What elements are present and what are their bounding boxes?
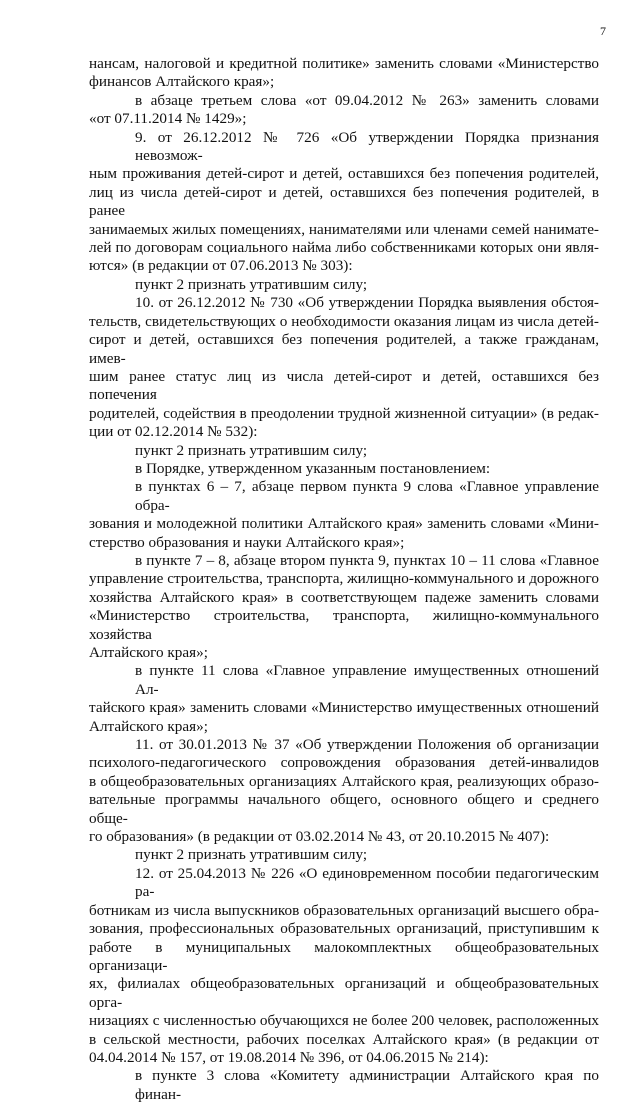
text-line: Алтайского края»; bbox=[89, 644, 208, 661]
text-line: тельств, свидетельствующих о необходимости оказания лицам из числа детей- bbox=[89, 312, 599, 330]
text-line: го образования» (в редакции от 03.02.2014 № 43, от 20.10.2015 № 407): bbox=[89, 828, 550, 846]
text-line: зования и молодежной политики Алтайского края» заменить словами «Мини- bbox=[89, 515, 599, 533]
text-line: хозяйства Алтайского края» в соответствующем падеже заменить словами bbox=[89, 588, 599, 606]
text-line: вательные программы начального общего, основного общего и среднего обще- bbox=[89, 791, 599, 827]
text-line: стерство образования и науки Алтайского края»; bbox=[89, 533, 405, 551]
text-line: в сельской местности, рабочих поселках Алтайского края» (в редакции от bbox=[89, 1030, 599, 1048]
text-line: ным проживания детей-сирот и детей, оставшихся без попечения родителей, bbox=[89, 165, 599, 183]
document-body bbox=[89, 55, 599, 1104]
text-line: психолого-педагогического сопровождения образования детей-инвалидов bbox=[89, 754, 599, 772]
text-line: тайского края» заменить словами «Министерство имущественных отношений bbox=[89, 699, 599, 717]
text-line: ях, филиалах общеобразовательных организаций и общеобразовательных орга- bbox=[89, 975, 599, 1011]
text-line: зования, профессиональных образовательных организаций, приступившим к bbox=[89, 920, 599, 938]
text-line: в пункте 11 слова «Главное управление имущественных отношений Ал- bbox=[135, 662, 599, 698]
text-line: родителей, содействия в преодолении трудной жизненной ситуации» (в редак- bbox=[89, 404, 599, 422]
text-line: нансам, налоговой и кредитной политике» заменить словами «Министерство bbox=[89, 55, 599, 72]
text-line: в Порядке, утвержденном указанным постановлением: bbox=[135, 459, 491, 477]
text-line: в пункте 3 слова «Комитету администрации Алтайского края по финан- bbox=[135, 1067, 599, 1103]
text-line: пункт 2 признать утратившим силу; bbox=[135, 275, 368, 293]
text-line: «Министерство строительства, транспорта, жилищно-коммунального хозяйства bbox=[89, 607, 599, 643]
text-line: занимаемых жилых помещениях, нанимателями или членами семей нанимате- bbox=[89, 220, 599, 238]
text-line: 12. от 25.04.2013 № 226 «О единовременном пособии педагогическим ра- bbox=[135, 864, 599, 901]
page-number: 7 bbox=[600, 24, 606, 38]
text-line: управление строительства, транспорта, жилищно-коммунального и дорожного bbox=[89, 570, 599, 588]
text-line: ются» (в редакции от 07.06.2013 № 303): bbox=[89, 257, 353, 275]
text-line: 9. от 26.12.2012 № 726 «Об утверждении Порядка признания невозмож- bbox=[135, 128, 599, 165]
text-line: ботникам из числа выпускников образовательных организаций высшего обра- bbox=[89, 901, 599, 919]
text-line: Алтайского края»; bbox=[89, 717, 208, 735]
text-line: лей по договорам социального найма либо собственниками которых они явля- bbox=[89, 239, 599, 257]
text-line: низациях с численностью обучающихся не более 200 человек, расположенных bbox=[89, 1012, 599, 1030]
text-line: 11. от 30.01.2013 № 37 «Об утверждении Положения об организации bbox=[135, 736, 599, 754]
text-line: в пунктах 6 – 7, абзаце первом пункта 9 слова «Главное управление обра- bbox=[135, 478, 599, 514]
text-line: работе в муниципальных малокомплектных общеобразовательных организаци- bbox=[89, 938, 599, 974]
text-line: «от 07.11.2014 № 1429»; bbox=[89, 110, 247, 128]
text-line: ции от 02.12.2014 № 532): bbox=[89, 423, 258, 441]
text-line: в пункте 7 – 8, абзаце втором пункта 9, пунктах 10 – 11 слова «Главное bbox=[135, 551, 599, 569]
text-line: 04.04.2014 № 157, от 19.08.2014 № 396, от 04.06.2015 № 214): bbox=[89, 1048, 489, 1066]
text-line: лиц из числа детей-сирот и детей, оставшихся без попечения родителей, в ранее bbox=[89, 183, 599, 220]
text-line: пункт 2 признать утратившим силу; bbox=[135, 846, 368, 864]
text-line: пункт 2 признать утратившим силу; bbox=[135, 441, 368, 459]
text-line: сирот и детей, оставшихся без попечения родителей, а также гражданам, имев- bbox=[89, 331, 599, 367]
text-line: 10. от 26.12.2012 № 730 «Об утверждении Порядка выявления обстоя- bbox=[135, 294, 599, 312]
text-line: финансов Алтайского края»; bbox=[89, 73, 275, 91]
text-line: шим ранее статус лиц из числа детей-сирот и детей, оставшихся без попечения bbox=[89, 367, 599, 404]
text-line: в абзаце третьем слова «от 09.04.2012 № 263» заменить словами bbox=[135, 91, 599, 109]
text-line: в общеобразовательных организациях Алтайского края, реализующих образо- bbox=[89, 772, 599, 790]
